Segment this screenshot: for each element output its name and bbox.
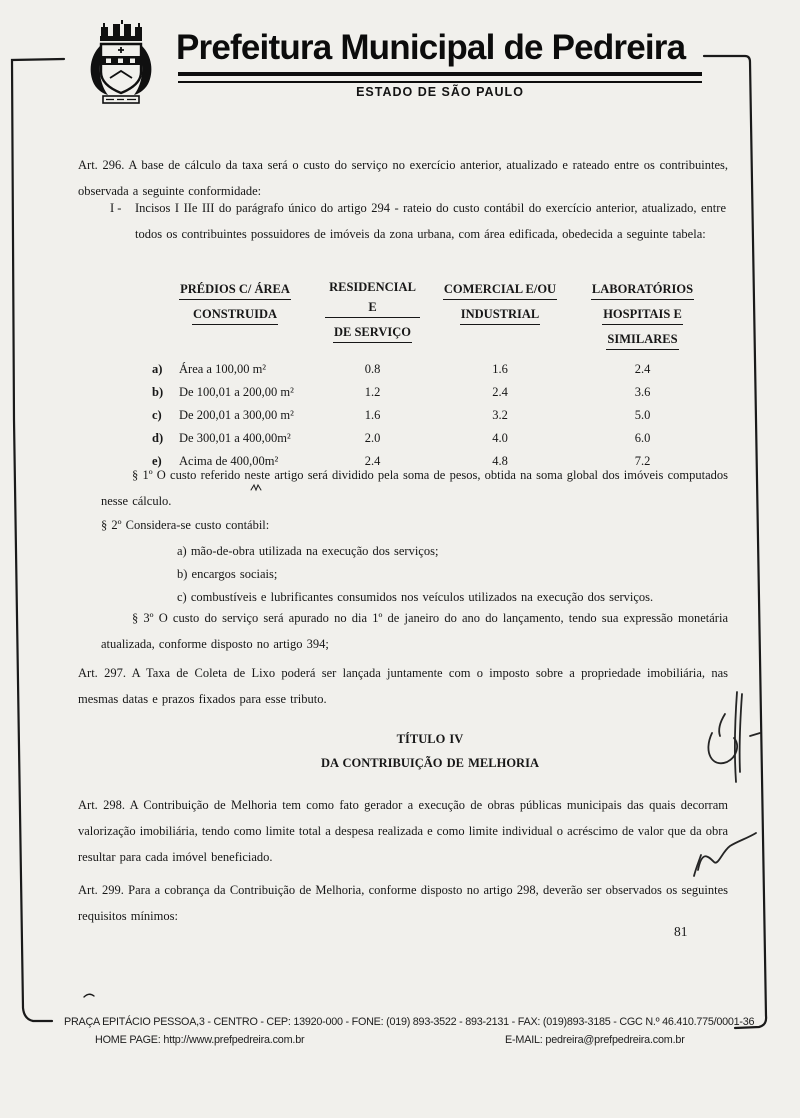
column-header-line: DE SERVIÇO: [333, 322, 412, 343]
row-value: 7.2: [634, 454, 651, 468]
table-row-label: [145, 358, 325, 381]
column-header: [145, 277, 325, 327]
state-subtitle: ESTADO DE SÃO PAULO: [356, 85, 524, 99]
paragraph-2: § 2º Considera-se custo contábil:: [101, 518, 270, 532]
coat-of-arms-logo: [88, 20, 154, 106]
tax-rate-table: [145, 277, 705, 473]
row-value: 3.2: [492, 408, 508, 422]
row-letter: d): [152, 431, 164, 445]
paragraph-2-item-a: a) mão-de-obra utilizada na execução dos serviços;: [177, 544, 439, 558]
column-header-line: PRÉDIOS C/ ÁREA: [179, 279, 291, 300]
column-header-line: SIMILARES: [606, 329, 678, 350]
row-value: 1.6: [364, 408, 381, 422]
footer-email: E-MAIL: pedreira@prefpedreira.com.br: [505, 1034, 685, 1046]
paragraph-2-item-b: b) encargos sociais;: [177, 567, 278, 581]
column-header-line: HOSPITAIS E: [602, 304, 683, 325]
column-header: [325, 277, 420, 345]
column-header: [420, 277, 580, 327]
row-range-label: De 300,01 a 400,00m²: [179, 431, 291, 445]
row-letter: a): [152, 362, 163, 376]
row-range-label: De 200,01 a 300,00 m²: [179, 408, 294, 422]
article-298-text: Art. 298. A Contribuição de Melhoria tem como fato gerador a execução de obras públicas municipais das quais decorram valorização imobiliária, tendo como limite total a despesa realizada e como limite individual o acréscimo de valor que da obra resultar para cada imóvel beneficiado.: [78, 798, 729, 864]
column-header-line: INDUSTRIAL: [460, 304, 541, 325]
article-296-text: Art. 296. A base de cálculo da taxa será o custo do serviço no exercício anterior, atualizado e rateado entre os contribuintes, observada a seguinte conformidade:: [78, 158, 728, 198]
stray-mark: [84, 994, 94, 997]
table-row-label: [145, 404, 325, 427]
row-value: 0.8: [364, 362, 381, 376]
frame-left-line: [12, 59, 64, 1021]
paragraph-3: § 3º O custo do serviço será apurado no dia 1º de janeiro do ano do lançamento, tendo sua expressão monetária atualizada, conforme disposto no artigo 394;: [101, 611, 728, 651]
row-range-label: Acima de 400,00m²: [179, 454, 279, 468]
row-value: 5.0: [634, 408, 651, 422]
row-letter: e): [152, 454, 162, 468]
row-value: 2.0: [364, 431, 381, 445]
footer-address: PRAÇA EPITÁCIO PESSOA,3 - CENTRO - CEP: 13920-000 - FONE: (019) 893-3522 - 893-2131 - FAX: (019)893-3185 - CGC N.º 46.410.775/0001-36: [64, 1016, 755, 1028]
paragraph-1: § 1º O custo referido neste artigo será dividido pela soma de pesos, obtida na soma global dos imóveis computados nesse cálculo.: [101, 468, 728, 508]
column-header-line: COMERCIAL E/OU: [443, 279, 557, 300]
footer-homepage: HOME PAGE: http://www.prefpedreira.com.br: [95, 1034, 305, 1046]
row-value: 1.2: [364, 385, 381, 399]
title-iv-heading: TÍTULO IV: [396, 732, 464, 746]
page-title: Prefeitura Municipal de Pedreira: [176, 28, 686, 67]
article-297-text: Art. 297. A Taxa de Coleta de Lixo poderá ser lançada juntamente com o imposto sobre a propriedade imobiliária, nas mesmas datas e prazos fixados para esse tributo.: [78, 666, 728, 706]
row-value: 2.4: [364, 454, 381, 468]
column-header-line: LABORATÓRIOS: [591, 279, 694, 300]
table-row-label: [145, 381, 325, 404]
row-value: 2.4: [634, 362, 651, 376]
row-value: 4.8: [492, 454, 508, 468]
article-299-text: Art. 299. Para a cobrança da Contribuição de Melhoria, conforme disposto no artigo 298, deverão ser observados os seguintes requisitos mínimos:: [78, 883, 728, 923]
column-header: [580, 277, 705, 352]
clause-I-text: Incisos I IIe III do parágrafo único do artigo 294 - rateio do custo contábil do exercício anterior, atualizado, entre todos os contribuintes possuidores de imóveis da zona urbana, com área edificada, obedecida a seguinte tabela:: [135, 201, 726, 241]
clause-I-marker: I -: [110, 201, 122, 215]
paragraph-2-item-c: c) combustíveis e lubrificantes consumidos nos veículos utilizados na execução dos serviços.: [177, 590, 654, 604]
row-letter: b): [152, 385, 164, 399]
row-value: 1.6: [492, 362, 508, 376]
column-header-line: RESIDENCIAL E: [325, 277, 420, 318]
row-value: 4.0: [492, 431, 508, 445]
row-value: 2.4: [492, 385, 508, 399]
row-range-label: Área a 100,00 m²: [179, 362, 267, 376]
title-underline-rule: [178, 72, 702, 83]
row-letter: c): [152, 408, 162, 422]
page-number: 81: [674, 924, 688, 939]
row-value: 6.0: [634, 431, 651, 445]
row-value: 3.6: [634, 385, 651, 399]
column-header-line: CONSTRUIDA: [192, 304, 278, 325]
title-iv-subheading: DA CONTRIBUIÇÃO DE MELHORIA: [321, 756, 539, 770]
table-row-label: [145, 427, 325, 450]
row-range-label: De 100,01 a 200,00 m²: [179, 385, 294, 399]
